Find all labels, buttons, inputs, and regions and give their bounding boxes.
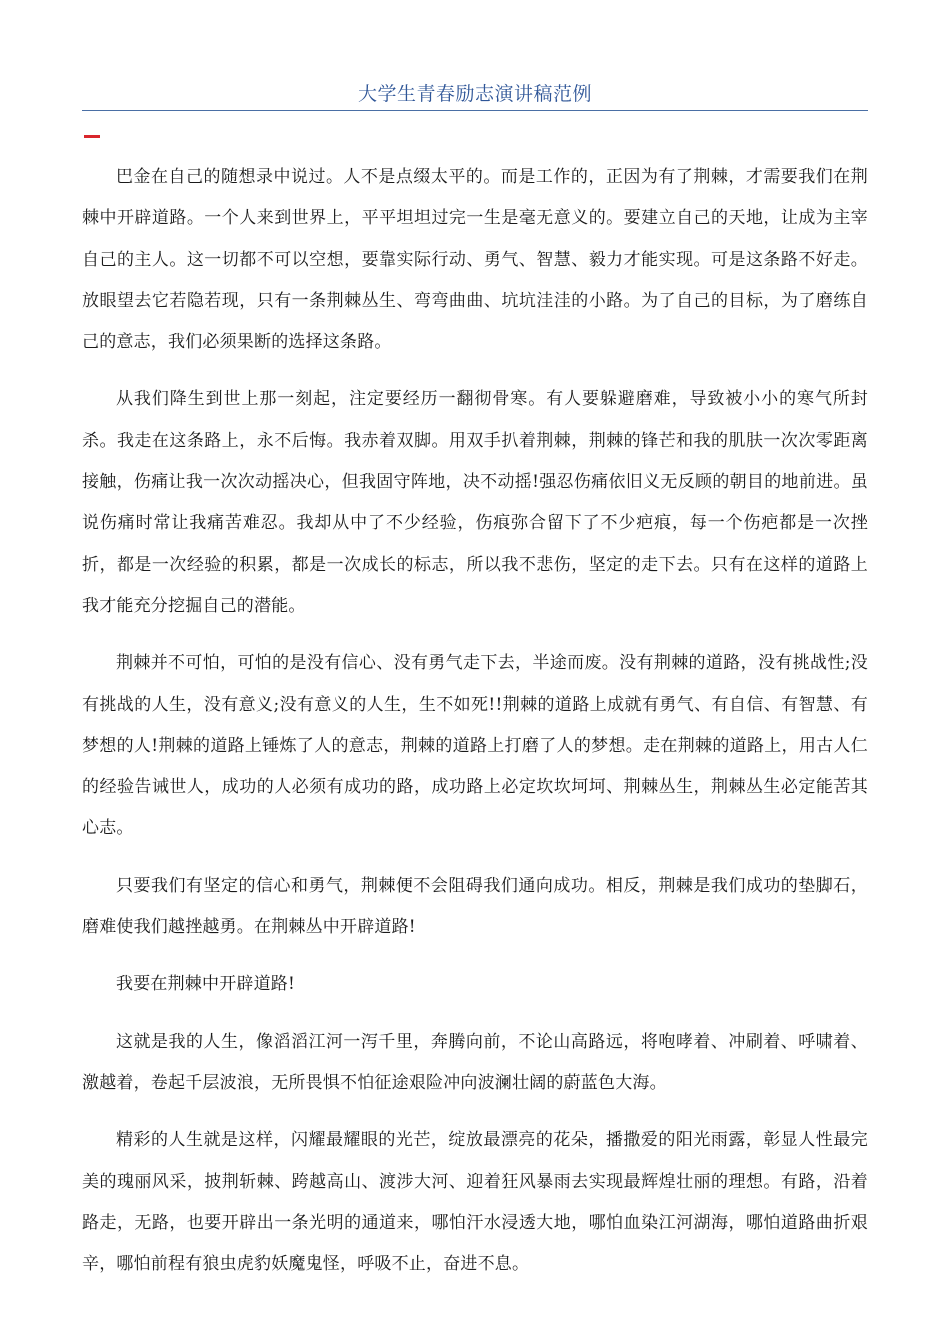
paragraph-7: 精彩的人生就是这样，闪耀最耀眼的光芒，绽放最漂亮的花朵，播撒爱的阳光雨露，彰显人性最完美的瑰丽风采，披荆斩棘、跨越高山、渡涉大河、迎着狂风暴雨去实现最辉煌壮丽的理想。有路，沿着路走，无路，也要开辟出一条光明的通道来，哪怕汗水浸透大地，哪怕血染江河湖海，哪怕道路曲折艰辛，哪怕前程有狼虫虎豹妖魔鬼怪，呼吸不止，奋进不息。	[82, 1130, 868, 1275]
paragraph-1: 巴金在自己的随想录中说过。人不是点缀太平的。而是工作的，正因为有了荆棘，才需要我们在荆棘中开辟道路。一个人来到世界上，平平坦坦过完一生是毫无意义的。要建立自己的天地，让成为主宰自己的主人。这一切都不可以空想，要靠实际行动、勇气、智慧、毅力才能实现。可是这条路不好走。放眼望去它若隐若现，只有一条荆棘丛生、弯弯曲曲、坑坑洼洼的小路。为了自己的目标，为了磨练自己的意志，我们必须果断的选择这条路。	[82, 167, 868, 353]
paragraph-2: 从我们降生到世上那一刻起，注定要经历一翻彻骨寒。有人要躲避磨难，导致被小小的寒气所封杀。我走在这条路上，永不后悔。我赤着双脚。用双手扒着荆棘，荆棘的锋芒和我的肌肤一次次零距离接触，伤痛让我一次次动摇决心，但我固守阵地，决不动摇!强忍伤痛依旧义无反顾的朝目的地前进。虽说伤痛时常让我痛苦难忍。我却从中了不少经验，伤痕弥合留下了不少疤痕，每一个伤疤都是一次挫折，都是一次经验的积累，都是一次成长的标志，所以我不悲伤，坚定的走下去。只有在这样的道路上我才能充分挖掘自己的潜能。	[82, 389, 868, 616]
paragraph-5: 我要在荆棘中开辟道路!	[116, 974, 296, 995]
article-body	[82, 157, 868, 1301]
header-title: 大学生青春励志演讲稿范例	[357, 83, 592, 105]
page-header	[82, 80, 868, 111]
paragraph-3: 荆棘并不可怕，可怕的是没有信心、没有勇气走下去，半途而废。没有荆棘的道路，没有挑战性;没有挑战的人生，没有意义;没有意义的人生，生不如死!!荆棘的道路上成就有勇气、有自信、有智慧、有梦想的人!荆棘的道路上锤炼了人的意志，荆棘的道路上打磨了人的梦想。走在荆棘的道路上，用古人仁的经验告诫世人，成功的人必须有成功的路，成功路上必定坎坎坷坷、荆棘丛生，荆棘丛生必定能苦其心志。	[82, 653, 868, 839]
paragraph-6: 这就是我的人生，像滔滔江河一泻千里，奔腾向前，不论山高路远，将咆哮着、冲刷着、呼啸着、激越着，卷起千层波浪，无所畏惧不怕征途艰险冲向波澜壮阔的蔚蓝色大海。	[82, 1031, 868, 1093]
paragraph-4: 只要我们有坚定的信心和勇气，荆棘便不会阻碍我们通向成功。相反，荆棘是我们成功的垫脚石，磨难使我们越挫越勇。在荆棘丛中开辟道路!	[82, 875, 868, 938]
red-dash-mark	[84, 135, 100, 138]
